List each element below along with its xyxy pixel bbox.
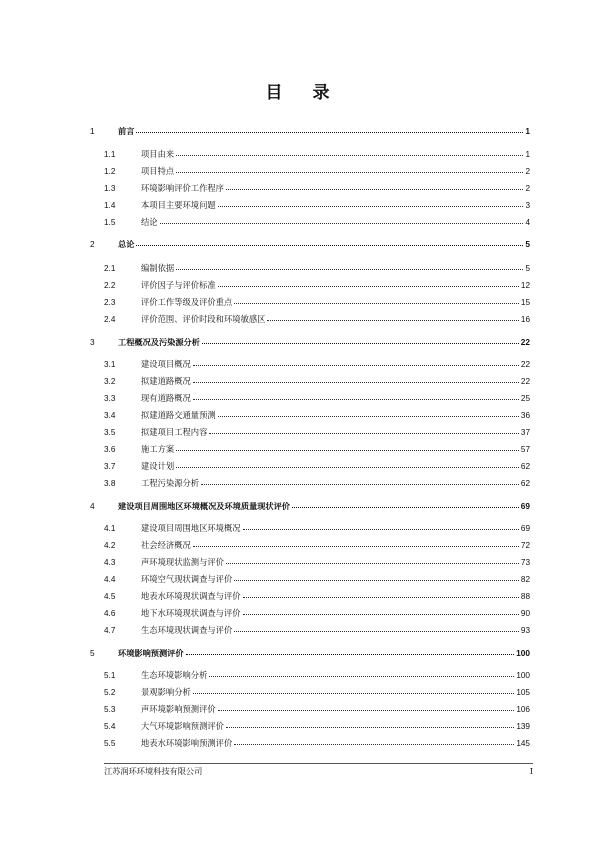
toc-entry-number: 2.4 [104, 315, 116, 324]
toc-section-entry[interactable] [104, 392, 530, 404]
toc-entry-page: 22 [520, 337, 530, 347]
toc-entry-page: 37 [520, 428, 530, 437]
toc-entry-page: 62 [520, 462, 530, 471]
toc-entry-label: 拟建道路概况 [141, 376, 191, 386]
toc-entry-page: 72 [520, 541, 530, 550]
toc-entry-label: 总论 [118, 239, 135, 249]
toc-leader-dots [234, 737, 514, 746]
toc-entry-label: 建设计划 [141, 461, 175, 471]
toc-leader-dots [226, 720, 514, 729]
toc-entry-page: 106 [516, 705, 530, 714]
toc-entry-number: 2 [90, 239, 95, 249]
toc-entry-number: 2.1 [104, 264, 116, 273]
toc-chapter-entry[interactable] [90, 336, 530, 348]
toc-section-entry[interactable] [104, 573, 530, 585]
toc-entry-label: 建设项目概况 [141, 359, 191, 369]
toc-entry-number: 5.5 [104, 739, 116, 748]
toc-entry-number: 4.4 [104, 575, 116, 584]
toc-entry-number: 4.7 [104, 626, 116, 635]
toc-entry-page: 4 [525, 218, 530, 227]
toc-leader-dots [193, 375, 519, 384]
toc-entry-page: 82 [520, 575, 530, 584]
toc-section-entry[interactable] [104, 720, 530, 732]
toc-leader-dots [243, 522, 519, 531]
toc-entry-label: 环境影响预测评价 [118, 648, 184, 658]
toc-leader-dots [226, 182, 523, 191]
toc-section-entry[interactable] [104, 522, 530, 534]
toc-entry-number: 1.5 [104, 218, 116, 227]
toc-leader-dots [193, 392, 519, 401]
footer-page-number: I [529, 766, 533, 776]
toc-entry-page: 2 [525, 184, 530, 193]
toc-entry-label: 地下水环境现状调查与评价 [141, 608, 241, 618]
toc-section-entry[interactable] [104, 624, 530, 636]
toc-entry-number: 2.3 [104, 298, 116, 307]
toc-entry-number: 4.2 [104, 541, 116, 550]
toc-entry-label: 编制依据 [141, 263, 175, 273]
toc-entry-page: 88 [520, 592, 530, 601]
toc-section-entry[interactable] [104, 590, 530, 602]
toc-section-entry[interactable] [104, 737, 530, 749]
toc-leader-dots [234, 624, 519, 633]
toc-entry-number: 3.6 [104, 445, 116, 454]
toc-leader-dots [234, 296, 519, 305]
toc-entry-page: 100 [516, 671, 530, 680]
toc-entry-page: 62 [520, 479, 530, 488]
toc-section-entry[interactable] [104, 669, 530, 681]
toc-entry-label: 建设项目周围地区环境概况 [141, 523, 241, 533]
toc-entry-label: 项目由来 [141, 149, 175, 159]
toc-entry-number: 3.4 [104, 411, 116, 420]
toc-leader-dots [176, 165, 523, 174]
toc-leader-dots [176, 148, 523, 157]
toc-leader-dots [176, 262, 523, 271]
toc-entry-page: 15 [520, 298, 530, 307]
toc-entry-page: 2 [525, 167, 530, 176]
toc-entry-label: 前言 [118, 126, 135, 136]
page-title: 目 录 [265, 83, 342, 103]
toc-leader-dots [136, 125, 523, 134]
toc-leader-dots [176, 443, 519, 452]
toc-entry-page: 22 [520, 360, 530, 369]
toc-leader-dots [234, 573, 519, 582]
toc-entry-number: 4.6 [104, 609, 116, 618]
toc-section-entry[interactable] [104, 556, 530, 568]
toc-entry-number: 3.5 [104, 428, 116, 437]
toc-entry-number: 1.4 [104, 201, 116, 210]
toc-entry-label: 结论 [141, 217, 158, 227]
toc-section-entry[interactable] [104, 279, 530, 291]
toc-entry-number: 4.3 [104, 558, 116, 567]
toc-entry-page: 22 [520, 377, 530, 386]
toc-entry-page: 93 [520, 626, 530, 635]
toc-leader-dots [209, 426, 519, 435]
toc-entry-label: 地表水环境现状调查与评价 [141, 591, 241, 601]
toc-entry-page: 69 [520, 501, 530, 511]
toc-leader-dots [243, 607, 519, 616]
toc-entry-page: 16 [520, 315, 530, 324]
toc-leader-dots [186, 647, 515, 656]
toc-leader-dots [218, 199, 524, 208]
toc-chapter-entry[interactable] [90, 238, 530, 250]
toc-entry-number: 2.2 [104, 281, 116, 290]
toc-entry-label: 社会经济概况 [141, 540, 191, 550]
toc-entry-number: 3 [90, 337, 95, 347]
toc-entry-number: 5.1 [104, 671, 116, 680]
toc-section-entry[interactable] [104, 539, 530, 551]
toc-leader-dots [176, 460, 519, 469]
toc-entry-label: 景观影响分析 [141, 687, 191, 697]
toc-section-entry[interactable] [104, 199, 530, 211]
toc-entry-page: 5 [525, 239, 530, 249]
toc-entry-label: 拟建项目工程内容 [141, 427, 208, 437]
toc-leader-dots [193, 358, 519, 367]
toc-section-entry[interactable] [104, 477, 530, 489]
toc-entry-label: 本项目主要环境问题 [141, 200, 216, 210]
toc-section-entry[interactable] [104, 409, 530, 421]
toc-leader-dots [136, 238, 523, 247]
toc-leader-dots [202, 336, 519, 345]
toc-entry-label: 评价范围、评价时段和环境敏感区 [141, 314, 266, 324]
toc-section-entry[interactable] [104, 443, 530, 455]
toc-entry-label: 项目特点 [141, 166, 175, 176]
toc-entry-label: 声环境现状监测与评价 [141, 557, 224, 567]
toc-entry-page: 1 [525, 126, 530, 136]
footer-company: 江苏润环环境科技有限公司 [104, 766, 203, 776]
toc-section-entry[interactable] [104, 686, 530, 698]
toc-entry-page: 57 [520, 445, 530, 454]
toc-entry-label: 大气环境影响预测评价 [141, 721, 224, 731]
toc-leader-dots [267, 313, 518, 322]
toc-entry-label: 建设项目周围地区环境概况及环境质量现状评价 [118, 501, 290, 511]
toc-entry-page: 73 [520, 558, 530, 567]
toc-entry-number: 3.7 [104, 462, 116, 471]
toc-chapter-entry[interactable] [90, 500, 530, 512]
toc-section-entry[interactable] [104, 182, 530, 194]
toc-entry-number: 5.4 [104, 722, 116, 731]
toc-entry-page: 100 [516, 648, 530, 658]
toc-entry-number: 1.1 [104, 150, 116, 159]
toc-leader-dots [218, 279, 519, 288]
toc-entry-label: 环境空气现状调查与评价 [141, 574, 233, 584]
toc-entry-number: 4.1 [104, 524, 116, 533]
toc-entry-number: 5.3 [104, 705, 116, 714]
toc-leader-dots [243, 590, 519, 599]
toc-chapter-entry[interactable] [90, 125, 530, 137]
toc-entry-number: 1 [90, 126, 95, 136]
toc-leader-dots [218, 409, 519, 418]
toc-section-entry[interactable] [104, 460, 530, 472]
toc-section-entry[interactable] [104, 375, 530, 387]
toc-entry-page: 69 [520, 524, 530, 533]
toc-section-entry[interactable] [104, 426, 530, 438]
toc-leader-dots [193, 539, 519, 548]
toc-entry-label: 施工方案 [141, 444, 175, 454]
toc-section-entry[interactable] [104, 703, 530, 715]
toc-entry-label: 生态环境影响分析 [141, 670, 208, 680]
toc-entry-number: 1.2 [104, 167, 116, 176]
page-footer [104, 763, 533, 777]
toc-entry-number: 3.2 [104, 377, 116, 386]
toc-chapter-entry[interactable] [90, 647, 530, 659]
toc-entry-label: 生态环境现状调查与评价 [141, 625, 233, 635]
toc-entry-label: 评价因子与评价标准 [141, 280, 216, 290]
toc-entry-page: 105 [516, 688, 530, 697]
toc-entry-label: 评价工作等级及评价重点 [141, 297, 233, 307]
toc-leader-dots [218, 703, 515, 712]
toc-entry-label: 环境影响评价工作程序 [141, 183, 224, 193]
toc-entry-number: 4 [90, 501, 95, 511]
toc-section-entry[interactable] [104, 216, 530, 228]
toc-entry-label: 工程概况及污染源分析 [118, 337, 200, 347]
toc-section-entry[interactable] [104, 165, 530, 177]
toc-entry-page: 1 [525, 150, 530, 159]
toc-entry-label: 地表水环境影响预测评价 [141, 738, 233, 748]
toc-section-entry[interactable] [104, 296, 530, 308]
toc-entry-page: 25 [520, 394, 530, 403]
toc-entry-label: 工程污染源分析 [141, 478, 200, 488]
toc-entry-number: 1.3 [104, 184, 116, 193]
toc-leader-dots [209, 669, 514, 678]
toc-entry-page: 145 [516, 739, 530, 748]
toc-section-entry[interactable] [104, 148, 530, 160]
toc-entry-label: 拟建道路交通量预测 [141, 410, 216, 420]
toc-leader-dots [201, 477, 519, 486]
toc-entry-number: 4.5 [104, 592, 116, 601]
toc-entry-label: 声环境影响预测评价 [141, 704, 216, 714]
toc-entry-page: 139 [516, 722, 530, 731]
toc-entry-page: 12 [520, 281, 530, 290]
toc-section-entry[interactable] [104, 313, 530, 325]
toc-entry-page: 5 [525, 264, 530, 273]
toc-leader-dots [193, 686, 515, 695]
toc-entry-page: 3 [525, 201, 530, 210]
toc-entry-number: 3.8 [104, 479, 116, 488]
toc-section-entry[interactable] [104, 607, 530, 619]
toc-entry-label: 现有道路概况 [141, 393, 191, 403]
toc-entry-number: 3.3 [104, 394, 116, 403]
toc-leader-dots [226, 556, 519, 565]
toc-entry-number: 3.1 [104, 360, 116, 369]
toc-entry-page: 36 [520, 411, 530, 420]
toc-section-entry[interactable] [104, 358, 530, 370]
toc-leader-dots [160, 216, 524, 225]
toc-entry-page: 90 [520, 609, 530, 618]
toc-entry-number: 5.2 [104, 688, 116, 697]
toc-entry-number: 5 [90, 648, 95, 658]
toc-section-entry[interactable] [104, 262, 530, 274]
toc-leader-dots [292, 500, 519, 509]
